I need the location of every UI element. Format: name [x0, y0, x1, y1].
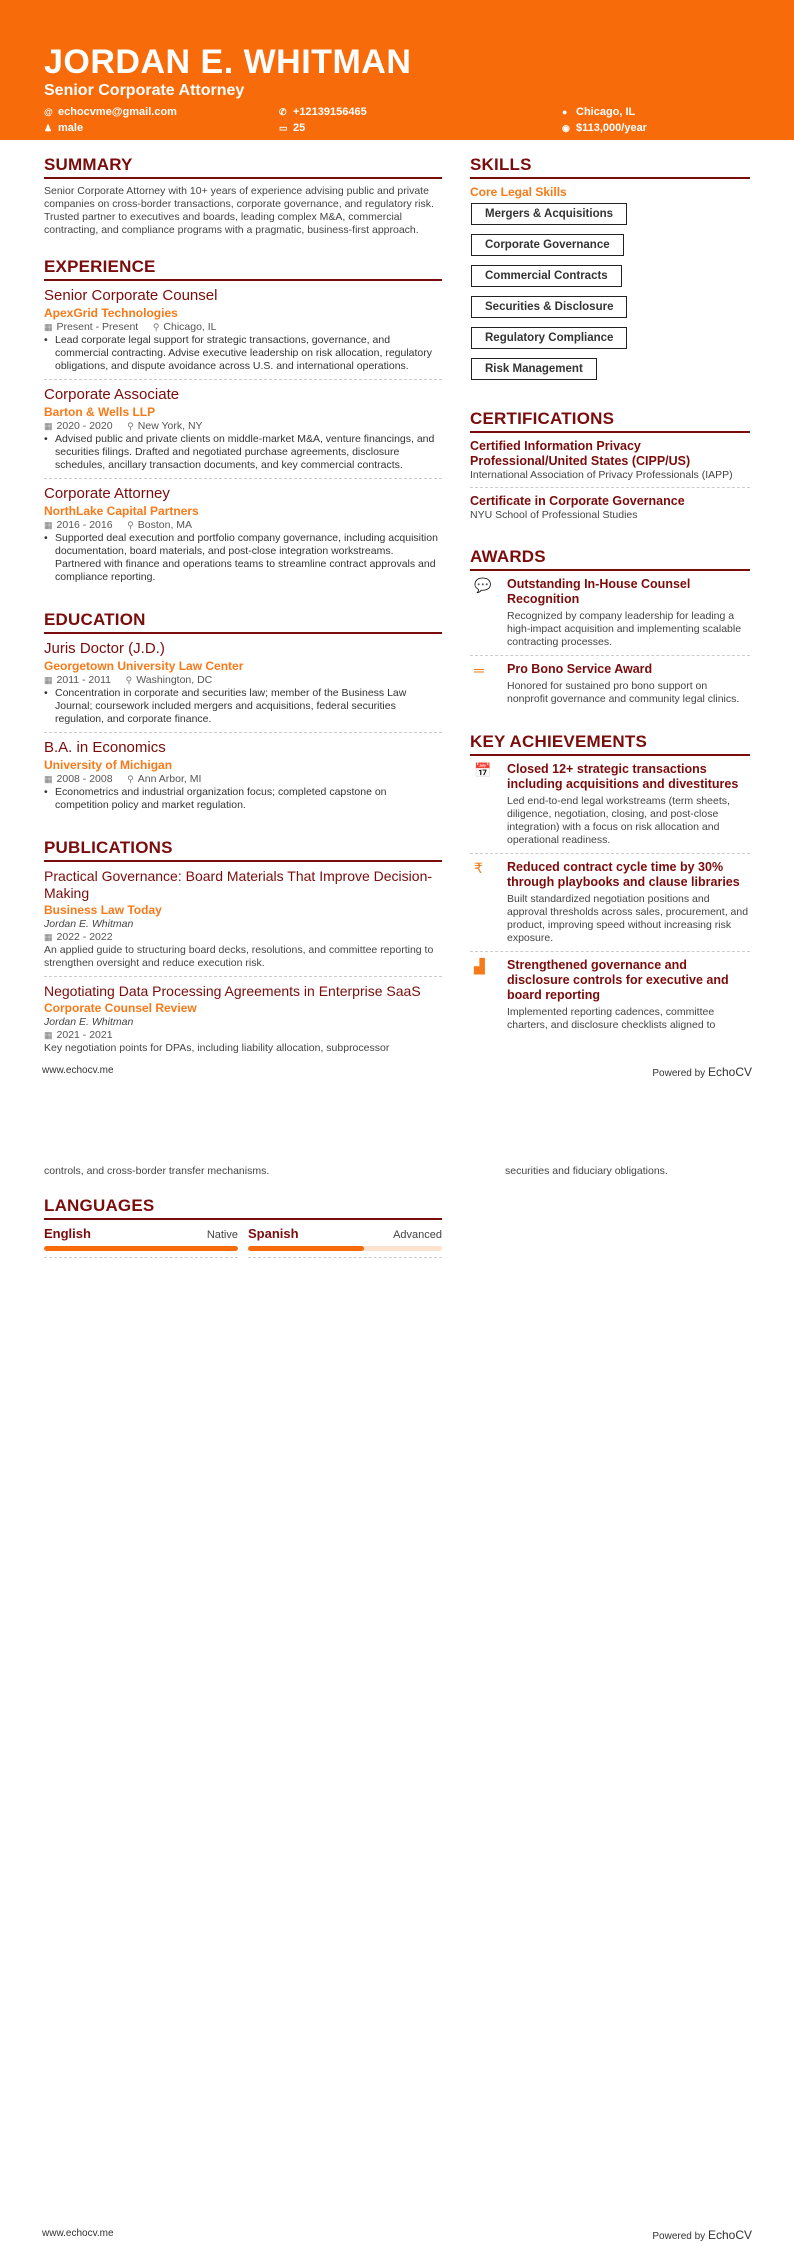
job-meta: [44, 420, 442, 433]
achievement-name: Strengthened governance and disclosure controls for executive and board reporting: [507, 958, 729, 1002]
email-value: echocvme@gmail.com: [58, 106, 177, 118]
calendar-chart-icon: 📅: [474, 762, 492, 778]
rupee-icon: ₹: [474, 860, 483, 876]
calendar-icon: ▦: [44, 932, 53, 942]
education-bullet: • Econometrics and industrial organization focus; completed capstone on competition policy and market regulation.: [44, 786, 442, 812]
language-proficiency-bar: [44, 1246, 238, 1251]
contact-phone: [279, 106, 562, 118]
education-meta: [44, 773, 442, 786]
salary-value: $113,000/year: [576, 122, 647, 134]
publication-meta: [44, 1029, 442, 1042]
language-proficiency-bar: [248, 1246, 442, 1251]
experience-item: [44, 485, 442, 590]
experience-item: [44, 287, 442, 380]
certification-name: Certified Information Privacy Professional/United States (CIPP/US): [470, 439, 691, 468]
calendar-icon: ▦: [44, 774, 53, 784]
contact-location: [562, 106, 762, 118]
resume-header: [0, 0, 794, 140]
degree: B.A. in Economics: [44, 739, 166, 756]
certification-issuer: NYU School of Professional Studies: [470, 509, 638, 521]
language-level: Advanced: [393, 1229, 442, 1241]
achievement-description-continued: securities and fiduciary obligations.: [505, 1165, 668, 1177]
certification-item: [470, 494, 750, 527]
company-name: NorthLake Capital Partners: [44, 504, 199, 518]
candidate-title: Senior Corporate Attorney: [44, 82, 245, 99]
section-title: SUMMARY: [44, 155, 442, 179]
skill-chip: Corporate Governance: [471, 234, 624, 256]
phone-icon: ✆: [279, 107, 287, 117]
resume-page-2: [0, 1123, 794, 2246]
award-description: Honored for sustained pro bono support on nonprofit governance and community legal clinics.: [507, 680, 740, 705]
language-item: [248, 1226, 442, 1258]
education-dates: 2008 - 2008: [56, 773, 113, 785]
brand-logo: EchoCV: [707, 2228, 752, 2242]
skill-chip: Commercial Contracts: [471, 265, 622, 287]
language-item: [44, 1226, 238, 1258]
person-icon: ♟: [44, 123, 53, 133]
job-bullet: • Advised public and private clients on middle-market M&A, venture financings, and securities filings. Drafted and negotiated purchase agreements, disclosure schedules, ancillary transaction documents, and key commercial contracts.: [44, 433, 442, 472]
section-title: SKILLS: [470, 155, 750, 179]
job-bullet: • Supported deal execution and portfolio company governance, including acquisition documentation, board materials, and post-close integration workstreams. Partnered with finance and operations teams to streamline contract approvals and compliance reporting.: [44, 532, 442, 584]
job-location: New York, NY: [137, 420, 203, 432]
footer-website[interactable]: www.echocv.me: [42, 1065, 114, 1076]
section-title: KEY ACHIEVEMENTS: [470, 732, 750, 756]
certification-item: [470, 439, 750, 488]
skill-chip: Regulatory Compliance: [471, 327, 627, 349]
publication-title: Negotiating Data Processing Agreements in Enterprise SaaS: [44, 983, 421, 999]
at-icon: @: [44, 107, 53, 117]
footer-powered-by: Powered by EchoCV: [652, 2228, 752, 2242]
summary-text: Senior Corporate Attorney with 10+ years of experience advising public and private companies on cross-border transactions, corporate governance, and regulatory risk. Trusted partner to executives and boards, leading complex M&A, commercial contracting, and compliance programs with a pragmatic, business-first approach.: [44, 185, 434, 236]
school-name: University of Michigan: [44, 758, 173, 772]
certification-issuer: International Association of Privacy Professionals (IAPP): [470, 469, 733, 481]
company-name: Barton & Wells LLP: [44, 405, 156, 419]
left-column: [44, 155, 442, 1081]
publication-description: An applied guide to structuring board decks, resolutions, and committee reporting to strengthen oversight and reduce execution risk.: [44, 944, 434, 969]
location-icon: ⚲: [127, 774, 134, 784]
education-location: Ann Arbor, MI: [137, 773, 202, 785]
publication-dates: 2021 - 2021: [56, 1029, 113, 1041]
award-description: Recognized by company leadership for leading a high-impact acquisition and implementing scalable contracting processes.: [507, 610, 742, 648]
job-title: Corporate Associate: [44, 386, 180, 403]
achievement-description: Built standardized negotiation positions and approval thresholds across sales, procurement, and product, improving speed without increasing risk exposure.: [507, 893, 749, 944]
company-name: ApexGrid Technologies: [44, 306, 178, 320]
publication-title: Practical Governance: Board Materials That Improve Decision-Making: [44, 868, 433, 901]
experience-item: [44, 386, 442, 479]
job-dates: Present - Present: [56, 321, 139, 333]
job-dates: 2020 - 2020: [56, 420, 113, 432]
education-dates: 2011 - 2011: [56, 674, 112, 686]
award-item: [470, 577, 750, 656]
job-title: Corporate Attorney: [44, 485, 170, 502]
candidate-name: JORDAN E. WHITMAN: [44, 43, 412, 81]
skill-category: Core Legal Skills: [470, 185, 567, 199]
skill-chip: Risk Management: [471, 358, 597, 380]
bullet-text: Concentration in corporate and securities law; member of the Business Law Journal; coursework included mergers and acquisitions, federal securities regulation, and corporate finance.: [55, 687, 407, 725]
brand-logo: EchoCV: [707, 1065, 752, 1079]
section-title: CERTIFICATIONS: [470, 409, 750, 433]
publication-author: Jordan E. Whitman: [44, 918, 134, 930]
contact-age: [279, 122, 562, 134]
proficiency-fill: [44, 1246, 238, 1251]
section-title: EDUCATION: [44, 610, 442, 634]
skill-chip: Securities & Disclosure: [471, 296, 627, 318]
footer-website[interactable]: www.echocv.me: [42, 2228, 114, 2239]
achievement-name: Closed 12+ strategic transactions including acquisitions and divestitures: [507, 762, 739, 791]
job-location: Boston, MA: [137, 519, 193, 531]
section-title: AWARDS: [470, 547, 750, 571]
bar-chart-icon: ▟: [474, 958, 485, 974]
proficiency-fill: [248, 1246, 364, 1251]
achievement-name: Reduced contract cycle time by 30% through playbooks and clause libraries: [507, 860, 740, 889]
publisher: Corporate Counsel Review: [44, 1001, 197, 1015]
languages-section: [44, 1196, 442, 1258]
achievement-item: [470, 762, 750, 854]
location-value: Chicago, IL: [576, 106, 636, 118]
summary-section: [44, 155, 442, 237]
language-name: English: [44, 1226, 91, 1241]
education-item: [44, 739, 442, 818]
achievement-description: Led end-to-end legal workstreams (term sheets, diligence, negotiation, closing, and post-close integration) with a focus on risk allocation and operational readiness.: [507, 795, 730, 846]
phone-value: +12139156465: [293, 106, 367, 118]
publication-item: [44, 983, 442, 1061]
achievement-item: [470, 860, 750, 952]
award-item: [470, 662, 750, 712]
section-title: EXPERIENCE: [44, 257, 442, 281]
right-column-continued: [505, 1165, 755, 1178]
job-meta: [44, 321, 442, 334]
education-section: [44, 610, 442, 818]
location-icon: ⚲: [125, 675, 133, 685]
degree: Juris Doctor (J.D.): [44, 640, 165, 657]
chat-bubble-icon: 💬: [474, 577, 492, 593]
lines-icon: ═: [474, 662, 484, 678]
gender-value: male: [58, 122, 84, 134]
job-bullet: • Lead corporate legal support for strategic transactions, governance, and commercial contracting. Advise executive leadership on risk allocation, regulatory obligations, and dispute avoidance across U.S. and international operations.: [44, 334, 442, 373]
publisher: Business Law Today: [44, 903, 162, 917]
contact-info: [44, 106, 750, 134]
job-dates: 2016 - 2016: [56, 519, 113, 531]
bullet-text: Supported deal execution and portfolio company governance, including acquisition documentation, board materials, and post-close integration workstreams. Partnered with finance and operations teams to streamline contract approvals and compliance reporting.: [55, 532, 438, 583]
certifications-section: [470, 409, 750, 527]
language-name: Spanish: [248, 1226, 299, 1241]
left-column-continued: [44, 1165, 442, 1278]
bullet-text: Lead corporate legal support for strategic transactions, governance, and commercial contracting. Advise executive leadership on risk allocation, regulatory obligations, and dispute avoidance across U.S. and international operations.: [55, 334, 433, 372]
calendar-icon: ▦: [44, 421, 53, 431]
education-meta: [44, 674, 442, 687]
job-meta: [44, 519, 442, 532]
school-name: Georgetown University Law Center: [44, 659, 244, 673]
publication-author: Jordan E. Whitman: [44, 1016, 134, 1028]
bullet-text: Advised public and private clients on middle-market M&A, venture financings, and securities filings. Drafted and negotiated purchase agreements, disclosure schedules, ancillary transaction documents, and key commercial contracts.: [55, 433, 435, 471]
awards-section: [470, 547, 750, 712]
certification-name: Certificate in Corporate Governance: [470, 494, 685, 508]
achievement-description: Implemented reporting cadences, committee charters, and disclosure checklists aligned to: [507, 1006, 716, 1031]
calendar-icon: ▦: [44, 520, 53, 530]
publication-item: [44, 868, 442, 977]
education-item: [44, 640, 442, 733]
achievement-item: [470, 958, 750, 1038]
education-bullet: • Concentration in corporate and securities law; member of the Business Law Journal; coursework included mergers and acquisitions, federal securities regulation, and corporate finance.: [44, 687, 442, 726]
contact-email: [44, 106, 279, 118]
calendar-icon: ▭: [279, 123, 288, 133]
page-footer: [42, 2228, 752, 2242]
location-icon: ⚲: [127, 520, 134, 530]
skill-chip: Mergers & Acquisitions: [471, 203, 627, 225]
section-title: LANGUAGES: [44, 1196, 442, 1220]
location-icon: ●: [562, 107, 568, 117]
calendar-icon: ▦: [44, 322, 53, 332]
calendar-icon: ▦: [44, 1030, 53, 1040]
award-name: Outstanding In-House Counsel Recognition: [507, 577, 691, 606]
language-level: Native: [206, 1229, 238, 1241]
job-location: Chicago, IL: [163, 321, 217, 333]
achievements-section: [470, 732, 750, 1038]
calendar-icon: ▦: [44, 675, 53, 685]
bullet-text: Econometrics and industrial organization focus; completed capstone on competition policy and market regulation.: [55, 786, 387, 811]
footer-powered-by: Powered by EchoCV: [652, 1065, 752, 1079]
publication-meta: [44, 931, 442, 944]
skills-section: [470, 155, 750, 389]
page-footer: [42, 1065, 752, 1079]
publication-dates: 2022 - 2022: [56, 931, 113, 943]
right-column: [470, 155, 750, 1058]
age-value: 25: [293, 122, 306, 134]
location-icon: ⚲: [127, 421, 134, 431]
section-title: PUBLICATIONS: [44, 838, 442, 862]
contact-salary: [562, 122, 762, 134]
publication-description-continued: controls, and cross-border transfer mechanisms.: [44, 1165, 270, 1177]
publications-section: [44, 838, 442, 1061]
experience-section: [44, 257, 442, 590]
location-icon: ⚲: [152, 322, 160, 332]
salary-icon: ◉: [562, 123, 570, 133]
award-name: Pro Bono Service Award: [507, 662, 653, 676]
contact-gender: [44, 122, 279, 134]
education-location: Washington, DC: [136, 674, 213, 686]
job-title: Senior Corporate Counsel: [44, 287, 218, 304]
publication-description: Key negotiation points for DPAs, including liability allocation, subprocessor: [44, 1042, 390, 1054]
